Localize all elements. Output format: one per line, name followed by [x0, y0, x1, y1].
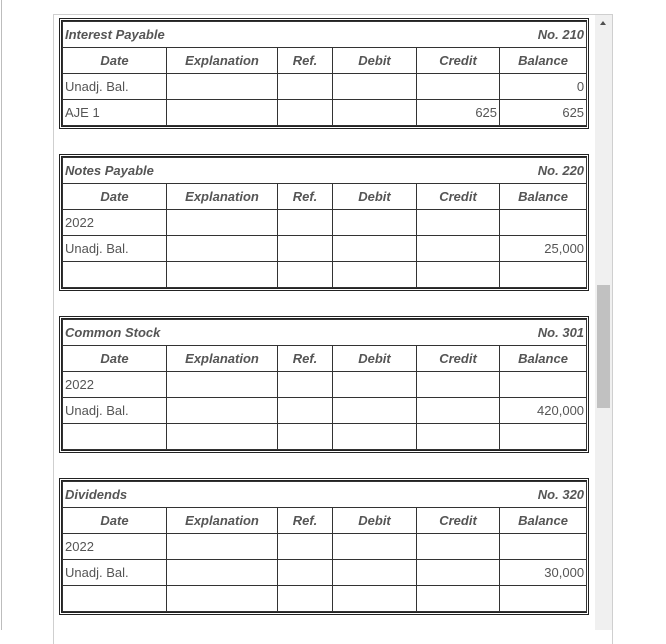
explanation-cell[interactable] — [167, 210, 278, 236]
ledger-row — [63, 560, 587, 586]
account-name: Dividends — [63, 482, 333, 508]
debit-cell[interactable] — [333, 398, 417, 424]
ledger-account-dividends — [59, 478, 589, 615]
account-number: No. 210 — [333, 22, 587, 48]
account-number: No. 301 — [333, 320, 587, 346]
column-header-date: Date — [63, 184, 167, 210]
ledger-row — [63, 372, 587, 398]
column-header-ref: Ref. — [278, 508, 333, 534]
column-header-debit: Debit — [333, 184, 417, 210]
account-number: No. 220 — [333, 158, 587, 184]
debit-cell[interactable] — [333, 560, 417, 586]
explanation-cell[interactable] — [167, 560, 278, 586]
explanation-cell[interactable] — [167, 74, 278, 100]
ledger-account-common-stock — [59, 316, 589, 453]
column-header-credit: Credit — [417, 48, 500, 74]
debit-cell[interactable] — [333, 372, 417, 398]
explanation-cell[interactable] — [167, 534, 278, 560]
ref-cell[interactable] — [278, 560, 333, 586]
date-cell[interactable]: 2022 — [63, 372, 167, 398]
column-header-row — [63, 184, 587, 210]
ref-cell[interactable] — [278, 424, 333, 450]
account-name: Interest Payable — [63, 22, 333, 48]
column-header-ref: Ref. — [278, 346, 333, 372]
explanation-cell[interactable] — [167, 398, 278, 424]
debit-cell[interactable] — [333, 210, 417, 236]
column-header-credit: Credit — [417, 346, 500, 372]
ledger-row — [63, 424, 587, 450]
date-cell[interactable]: Unadj. Bal. — [63, 74, 167, 100]
ledger-row — [63, 236, 587, 262]
credit-cell[interactable] — [417, 236, 500, 262]
column-header-balance: Balance — [500, 184, 587, 210]
debit-cell[interactable] — [333, 100, 417, 126]
date-cell[interactable] — [63, 586, 167, 612]
ledger-row — [63, 398, 587, 424]
balance-cell[interactable]: 0 — [500, 74, 587, 100]
column-header-date: Date — [63, 508, 167, 534]
balance-cell[interactable] — [500, 372, 587, 398]
ledger-account-notes-payable — [59, 154, 589, 291]
credit-cell[interactable] — [417, 398, 500, 424]
column-header-balance: Balance — [500, 48, 587, 74]
column-header-ref: Ref. — [278, 184, 333, 210]
debit-cell[interactable] — [333, 586, 417, 612]
date-cell[interactable]: Unadj. Bal. — [63, 560, 167, 586]
credit-cell[interactable] — [417, 74, 500, 100]
date-cell[interactable]: Unadj. Bal. — [63, 236, 167, 262]
credit-cell[interactable] — [417, 424, 500, 450]
column-header-date: Date — [63, 48, 167, 74]
date-cell[interactable]: 2022 — [63, 534, 167, 560]
credit-cell[interactable] — [417, 262, 500, 288]
explanation-cell[interactable] — [167, 424, 278, 450]
column-header-debit: Debit — [333, 48, 417, 74]
ledger-row — [63, 262, 587, 288]
date-cell[interactable] — [63, 262, 167, 288]
ref-cell[interactable] — [278, 262, 333, 288]
balance-cell[interactable] — [500, 424, 587, 450]
ref-cell[interactable] — [278, 100, 333, 126]
ref-cell[interactable] — [278, 372, 333, 398]
explanation-cell[interactable] — [167, 236, 278, 262]
ref-cell[interactable] — [278, 534, 333, 560]
column-header-explanation: Explanation — [167, 184, 278, 210]
ledger-row — [63, 74, 587, 100]
credit-cell[interactable] — [417, 534, 500, 560]
column-header-credit: Credit — [417, 184, 500, 210]
credit-cell[interactable] — [417, 210, 500, 236]
explanation-cell[interactable] — [167, 262, 278, 288]
date-cell[interactable]: AJE 1 — [63, 100, 167, 126]
column-header-ref: Ref. — [278, 48, 333, 74]
balance-cell[interactable]: 625 — [500, 100, 587, 126]
scroll-up-arrow-icon[interactable] — [595, 15, 612, 32]
debit-cell[interactable] — [333, 74, 417, 100]
ledger-account-interest-payable — [59, 18, 589, 129]
balance-cell[interactable] — [500, 210, 587, 236]
ref-cell[interactable] — [278, 398, 333, 424]
column-header-row — [63, 508, 587, 534]
explanation-cell[interactable] — [167, 100, 278, 126]
ledger-row — [63, 534, 587, 560]
credit-cell[interactable] — [417, 560, 500, 586]
column-header-balance: Balance — [500, 508, 587, 534]
vertical-scrollbar[interactable] — [595, 15, 612, 630]
debit-cell[interactable] — [333, 534, 417, 560]
debit-cell[interactable] — [333, 424, 417, 450]
column-header-row — [63, 346, 587, 372]
column-header-date: Date — [63, 346, 167, 372]
ref-cell[interactable] — [278, 586, 333, 612]
credit-cell[interactable]: 625 — [417, 100, 500, 126]
ledger-row — [63, 586, 587, 612]
date-cell[interactable] — [63, 424, 167, 450]
column-header-row — [63, 48, 587, 74]
window-edge — [1, 0, 2, 630]
ledger-row — [63, 100, 587, 126]
explanation-cell[interactable] — [167, 372, 278, 398]
account-number: No. 320 — [333, 482, 587, 508]
explanation-cell[interactable] — [167, 586, 278, 612]
account-name: Common Stock — [63, 320, 333, 346]
debit-cell[interactable] — [333, 262, 417, 288]
column-header-credit: Credit — [417, 508, 500, 534]
column-header-debit: Debit — [333, 346, 417, 372]
ref-cell[interactable] — [278, 210, 333, 236]
date-cell[interactable]: Unadj. Bal. — [63, 398, 167, 424]
credit-cell[interactable] — [417, 372, 500, 398]
column-header-explanation: Explanation — [167, 48, 278, 74]
balance-cell[interactable] — [500, 586, 587, 612]
ledger-row — [63, 210, 587, 236]
debit-cell[interactable] — [333, 236, 417, 262]
balance-cell[interactable]: 25,000 — [500, 236, 587, 262]
ref-cell[interactable] — [278, 74, 333, 100]
balance-cell[interactable]: 420,000 — [500, 398, 587, 424]
column-header-explanation: Explanation — [167, 346, 278, 372]
balance-cell[interactable] — [500, 534, 587, 560]
column-header-debit: Debit — [333, 508, 417, 534]
column-header-balance: Balance — [500, 346, 587, 372]
credit-cell[interactable] — [417, 586, 500, 612]
column-header-explanation: Explanation — [167, 508, 278, 534]
account-name: Notes Payable — [63, 158, 333, 184]
scroll-thumb[interactable] — [597, 285, 610, 408]
balance-cell[interactable] — [500, 262, 587, 288]
date-cell[interactable]: 2022 — [63, 210, 167, 236]
ref-cell[interactable] — [278, 236, 333, 262]
balance-cell[interactable]: 30,000 — [500, 560, 587, 586]
